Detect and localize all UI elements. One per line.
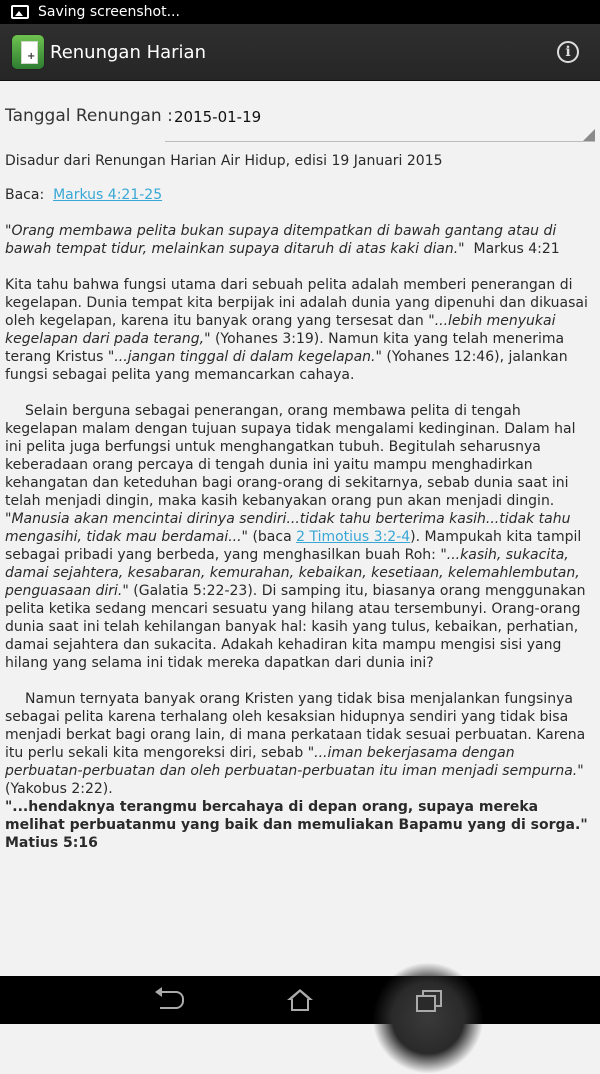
back-icon — [160, 991, 184, 1009]
p1-text-e: (Yohanes 12:46), jalankan fungsi sebagai pelita yang memancarkan cahaya. — [5, 349, 568, 383]
status-text: Saving screenshot... — [38, 4, 180, 20]
home-icon — [289, 989, 311, 1011]
recent-apps-icon — [416, 990, 440, 1010]
p3-text-a: Namun ternyata banyak orang Kristen yang tidak bisa menjalankan fungsinya sebagai pelita karena terhalang oleh kesaksian hidupnya sendiri yang tidak bisa menjadi berkat bagi orang lain, di mana perkataan tidak sesuai perbuatan. Karena itu perlu sekali kita mengoreksi diri, sebab — [5, 691, 586, 761]
navigation-bar — [0, 976, 600, 1024]
key-verse-ref: Markus 4:21 — [473, 241, 560, 257]
p2-text-a: Selain berguna sebagai penerangan, orang membawa pelita di tengah kegelapan malam dengan tujuan supaya tidak mengalami kedinginan. Dalam hal ini pelita juga berfungsi untuk menghangatkan tubuh. Begitulah seharusnya keberadaan orang percaya di tengah dunia ini yaitu mampu menghadirkan kehangatan dan keteduhan bagi orang-orang di sekitarnya, sebab dunia saat ini telah menjadi dingin, maka kasih kebanyakan orang pun akan menjadi dingin. — [5, 403, 576, 509]
reading-label: Baca: — [5, 187, 45, 203]
p2-text-c: (baca — [248, 529, 297, 545]
key-verse — [5, 222, 583, 258]
p2-text-f: (Galatia 5:22-23). Di samping itu, biasanya orang menggunakan pelita ketika sedang mencari sesuatu yang hilang atau tersembunyi. Orang-orang dunia saat ini telah kehilangan banyak hal: kasih yang tulus, kebaikan, perhatian, damai sejahtera dan sukacita. Adakah kehadiran kita mampu mengisi sisi yang hilang yang selama ini tidak mereka dapatkan dari dunia ini? — [5, 583, 586, 671]
source-text: Disadur dari Renungan Harian Air Hidup, edisi 19 Januari 2015 — [5, 153, 443, 169]
devotional-content — [5, 80, 593, 851]
date-spinner[interactable] — [165, 96, 595, 142]
spinner-underline — [165, 141, 595, 142]
date-row — [5, 80, 593, 144]
back-button[interactable] — [132, 976, 212, 1024]
p2-text-d: ). Mampukah kita tampil sebagai pribadi yang berbeda, yang menghasilkan buah Roh: — [5, 529, 582, 563]
recent-apps-button[interactable] — [388, 976, 468, 1024]
p3-quote-b: "...iman bekerjasama dengan perbuatan-perbuatan dan oleh perbuatan-perbuatan itu iman menjadi sempurna." — [5, 745, 584, 779]
p1-text-c: (Yohanes 3:19). Namun kita yang telah menerima terang Kristus — [5, 331, 565, 365]
p1-quote-b: "...lebih menyukai kegelapan dari pada terang," — [5, 313, 556, 347]
p3-text-c: (Yakobus 2:22). — [5, 781, 113, 797]
p2-quote-e: "...kasih, sukacita, damai sejahtera, kesabaran, kemurahan, kebaikan, kesetiaan, kelemahlembutan, penguasaan diri." — [5, 547, 580, 599]
closing-verse-ref: Matius 5:16 — [5, 835, 98, 851]
app-icon[interactable] — [12, 35, 44, 69]
p1-text-a: Kita tahu bahwa fungsi utama dari sebuah pelita adalah memberi penerangan di kegelapan. Dunia tempat kita berpijak ini adalah dunia yang dipenuhi dan dikuasai oleh kegelapan, karena itu banyak orang yang tersesat dan — [5, 277, 588, 329]
closing-verse — [5, 798, 593, 852]
app-title: Renungan Harian — [50, 41, 206, 63]
reading-line — [5, 186, 162, 204]
paragraph-3 — [5, 690, 593, 798]
closing-verse-text: "...hendaknya terangmu bercahaya di depan orang, supaya mereka melihat perbuatanmu yang baik dan memuliakan Bapamu yang di sorga." — [5, 799, 588, 833]
p1-quote-d: "...jangan tinggal di dalam kegelapan." — [107, 349, 382, 365]
date-label: Tanggal Renungan : — [5, 106, 173, 126]
status-bar — [0, 0, 600, 24]
spinner-dropdown-icon — [583, 129, 595, 141]
info-icon[interactable]: i — [557, 41, 579, 63]
key-verse-text: "Orang membawa pelita bukan supaya ditempatkan di bawah gantang atau di bawah tempat tidur, melainkan supaya ditaruh di atas kaki dian." — [5, 223, 557, 257]
date-value: 2015-01-19 — [174, 108, 262, 126]
p2-link[interactable]: 2 Timotius 3:2-4 — [296, 529, 411, 545]
reading-link[interactable]: Markus 4:21-25 — [53, 187, 163, 203]
paragraph-1 — [5, 276, 593, 384]
screenshot-icon — [11, 5, 29, 19]
paragraph-2 — [5, 402, 593, 672]
action-bar — [0, 24, 600, 81]
p2-quote-b: "Manusia akan mencintai dirinya sendiri...tidak tahu berterima kasih...tidak tahu mengasihi, tidak mau berdamai..." — [5, 511, 571, 545]
home-button[interactable] — [260, 976, 340, 1024]
